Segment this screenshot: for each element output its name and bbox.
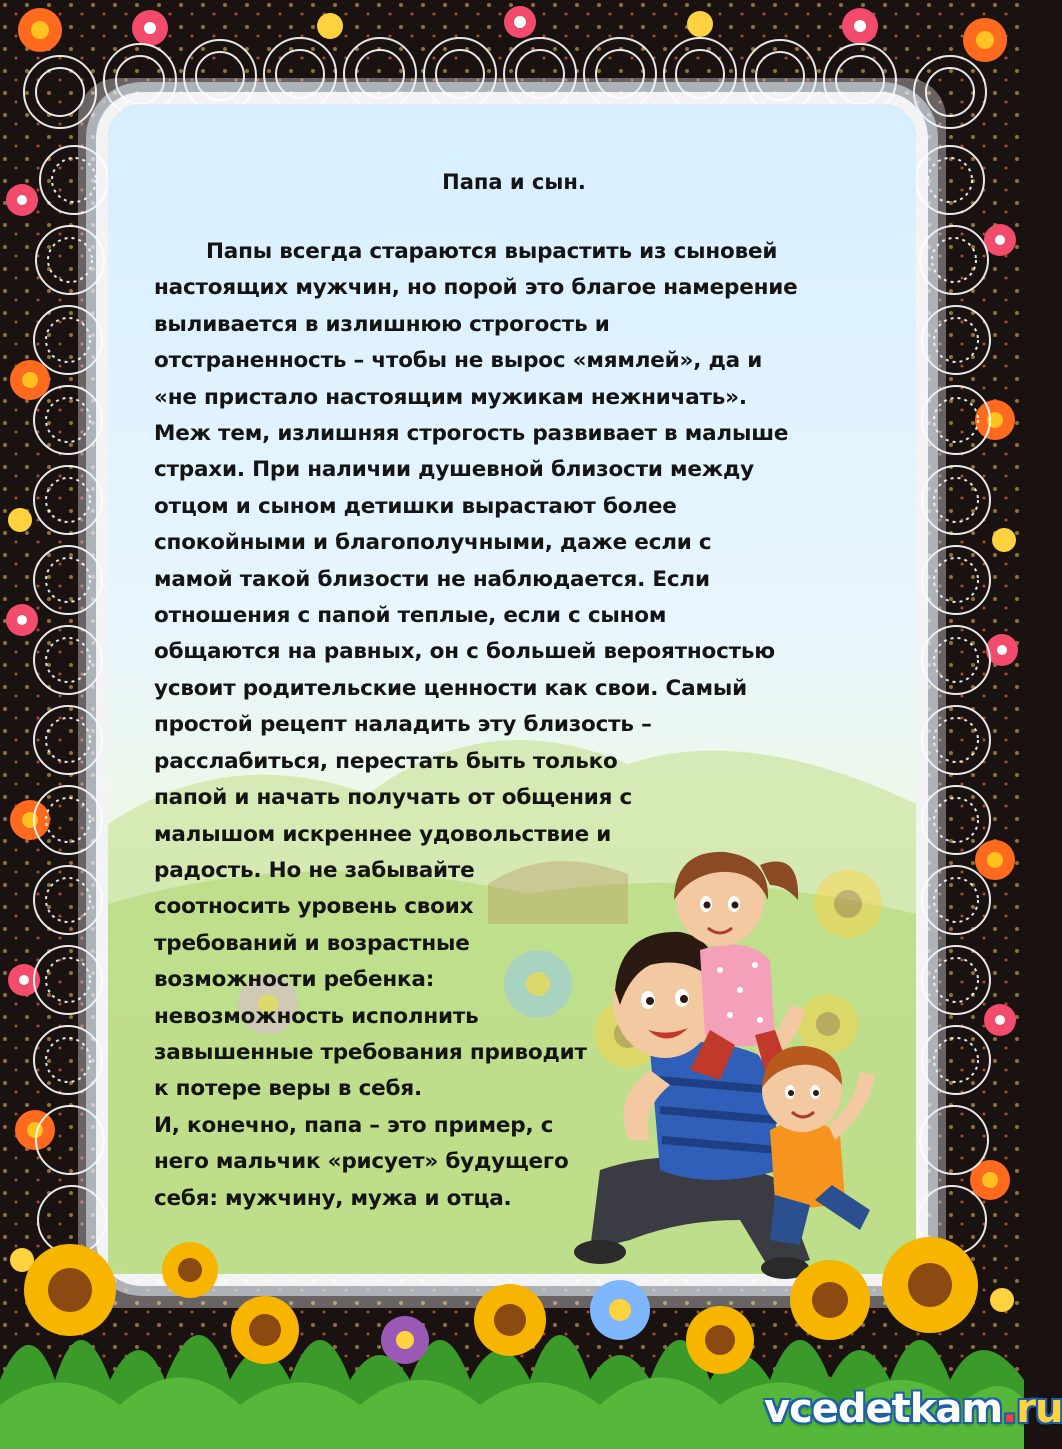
- text-line: простой рецепт наладить эту близость –: [154, 712, 652, 738]
- text-line: него мальчик «рисует» будущего: [154, 1149, 569, 1175]
- text-line: невозможность исполнить: [154, 1003, 479, 1029]
- text-line: мамой такой близости не наблюдается. Если: [154, 566, 710, 592]
- text-line: расслабиться, перестать быть только: [154, 748, 618, 774]
- logo-text: vcedetkam: [764, 1386, 1003, 1432]
- text-line: отстраненность – чтобы не вырос «мямлей», да и: [154, 348, 763, 374]
- text-line: отцом и сыном детишки вырастают более: [154, 493, 677, 519]
- text-line: папой и начать получать от общения с: [154, 785, 633, 811]
- article-title: Папа и сын.: [442, 170, 586, 194]
- logo-tld: ru: [1016, 1386, 1062, 1432]
- text-line: «не пристало настоящим мужикам нежничать».: [154, 384, 747, 410]
- logo-dot: .: [1002, 1386, 1017, 1432]
- text-line: завышенные требования приводит: [154, 1039, 587, 1065]
- text-line: требований и возрастные: [154, 930, 470, 956]
- text-line: настоящих мужчин, но порой это благое намерение: [154, 275, 798, 301]
- sunflowers: [24, 1237, 978, 1374]
- text-line: усвоит родительские ценности как свои. Самый: [154, 675, 747, 701]
- site-logo: [764, 1386, 1062, 1432]
- text-line: выливается в излишнюю строгость и: [154, 311, 610, 337]
- text-line: возможности ребенка:: [154, 967, 435, 993]
- text-line: Папы всегда стараются вырастить из сыновей: [206, 239, 778, 264]
- text-line: себя: мужчину, мужа и отца.: [154, 1185, 512, 1211]
- text-line: И, конечно, папа – это пример, с: [154, 1112, 554, 1138]
- text-line: к потере веры в себя.: [154, 1076, 422, 1102]
- text-line: страхи. При наличии душевной близости между: [154, 457, 754, 483]
- text-line: соотносить уровень своих: [154, 894, 474, 920]
- text-line: спокойными и благополучными, даже если с: [154, 530, 712, 556]
- text-line: Меж тем, излишняя строгость развивает в малыше: [154, 421, 789, 447]
- text-line: отношения с папой теплые, если с сыном: [154, 603, 667, 629]
- father-children-illustration: [570, 840, 900, 1290]
- text-line: малышом искреннее удовольствие и: [154, 821, 612, 847]
- text-line: общаются на равных, он с большей вероятностью: [154, 639, 775, 665]
- text-line: радость. Но не забывайте: [154, 857, 475, 883]
